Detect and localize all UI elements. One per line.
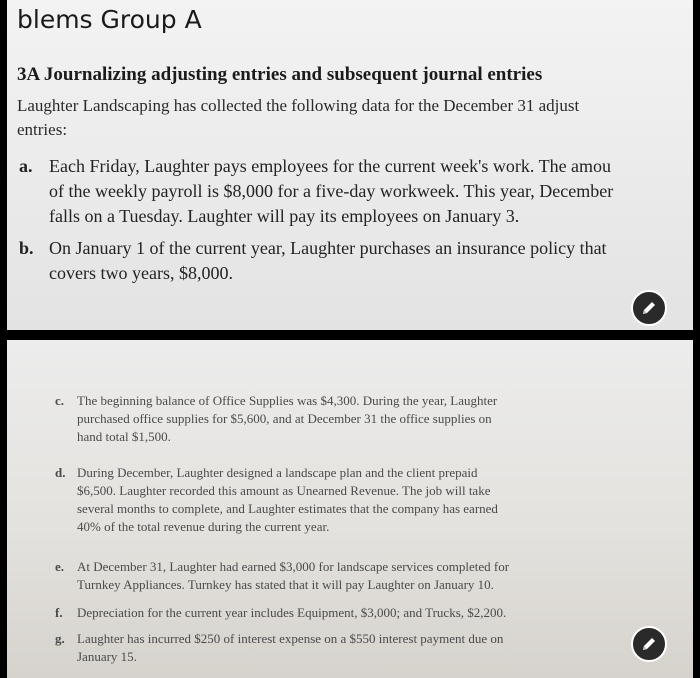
item-letter: e. — [55, 559, 65, 574]
item-letter: f. — [55, 605, 63, 620]
item-letter: b. — [19, 238, 34, 258]
item-b — [19, 236, 607, 286]
item-line: The beginning balance of Office Supplies was $4,300. During the year, Laughter — [77, 393, 498, 408]
item-a — [19, 154, 614, 229]
item-letter: a. — [19, 156, 33, 176]
intro-line: entries: — [17, 120, 68, 139]
item-d — [55, 464, 498, 536]
edit-button[interactable] — [631, 290, 667, 326]
item-c — [55, 392, 498, 446]
item-line: January 15. — [77, 649, 137, 664]
photo-bottom — [7, 340, 693, 678]
item-line: of the weekly payroll is $8,000 for a five-day workweek. This year, December — [49, 181, 614, 201]
intro-text — [17, 94, 693, 142]
item-line: $6,500. Laughter recorded this amount as Unearned Revenue. The job will take — [77, 483, 491, 498]
item-line: Laughter has incurred $250 of interest expense on a $550 interest payment due on — [77, 631, 504, 646]
item-line: During December, Laughter designed a landscape plan and the client prepaid — [77, 465, 478, 480]
item-letter: d. — [55, 465, 66, 480]
pencil-icon — [640, 299, 658, 317]
item-line: several months to complete, and Laughter estimates that the company has earned — [77, 501, 498, 516]
item-e — [55, 558, 510, 594]
item-line: Depreciation for the current year includes Equipment, $3,000; and Trucks, $2,200. — [77, 605, 507, 620]
item-f — [55, 604, 507, 622]
edit-button[interactable] — [631, 626, 667, 662]
section-header: blems Group A — [17, 5, 202, 34]
pencil-icon — [640, 635, 658, 653]
item-line: purchased office supplies for $5,600, and at December 31 the office supplies on — [77, 411, 492, 426]
item-g — [55, 630, 504, 666]
item-line: 40% of the total revenue during the current year. — [77, 519, 330, 534]
item-letter: c. — [55, 393, 65, 408]
item-line: At December 31, Laughter had earned $3,000 for landscape services completed for — [77, 559, 510, 574]
item-line: Turnkey Appliances. Turnkey has stated that it will pay Laughter on January 10. — [77, 577, 494, 592]
item-line: hand total $1,500. — [77, 429, 171, 444]
item-line: falls on a Tuesday. Laughter will pay its employees on January 3. — [49, 206, 520, 226]
item-line: covers two years, $8,000. — [49, 263, 233, 283]
exercise-title: 3A Journalizing adjusting entries and subsequent journal entries — [17, 64, 543, 85]
item-line: Each Friday, Laughter pays employees for the current week's work. The amou — [49, 156, 612, 176]
item-line: On January 1 of the current year, Laughter purchases an insurance policy that — [49, 238, 607, 258]
item-letter: g. — [55, 631, 65, 646]
photo-top — [7, 0, 693, 330]
intro-line: Laughter Landscaping has collected the following data for the December 31 adjust — [17, 96, 580, 115]
